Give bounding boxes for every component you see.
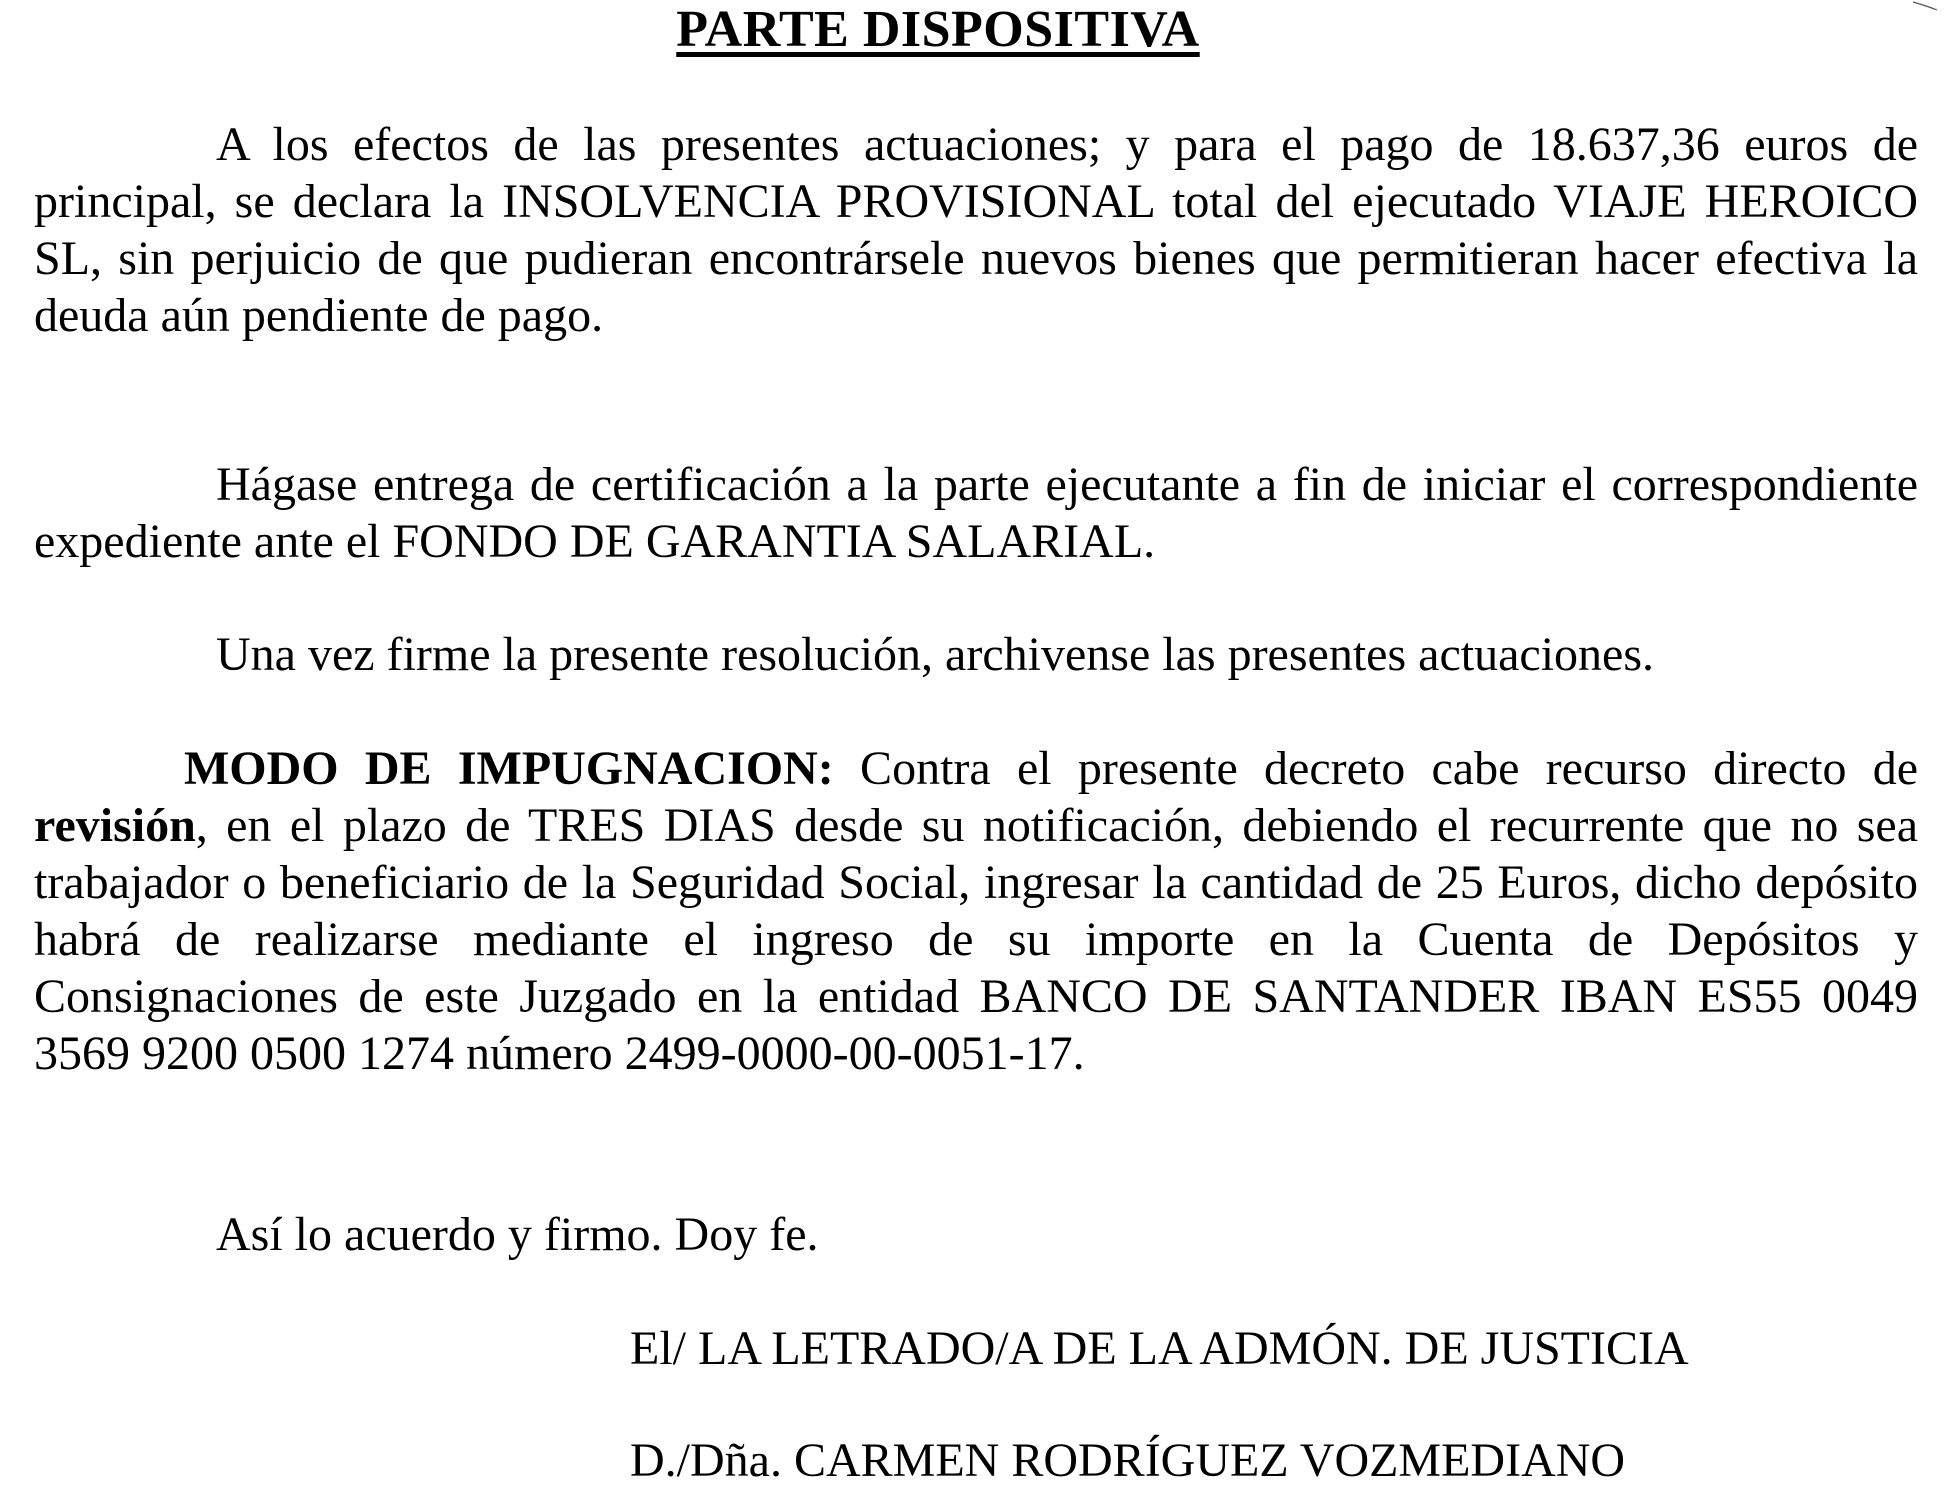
paragraph-impugnacion (34, 740, 1918, 1082)
signature-name: D./Dña. CARMEN RODRÍGUEZ VOZMEDIANO (630, 1434, 1626, 1487)
impugnacion-text-a: Contra el presente decreto cabe recurso directo de (833, 742, 1919, 795)
signature-role: El/ LA LETRADO/A DE LA ADMÓN. DE JUSTICIA (630, 1322, 1689, 1375)
impugnacion-bold-word: revisión (34, 799, 196, 852)
impugnacion-label: MODO DE IMPUGNACION: (184, 742, 834, 795)
impugnacion-text-b: , en el plazo de TRES DIAS desde su notificación, debiendo el recurrente que no sea trabajador o beneficiario de la Seguridad Social, ingresar la cantidad de 25 Euros, dicho depósito habrá de realizarse mediante el ingreso de su importe en la Cuenta de Depósitos y Consignaciones de este Juzgado en la entidad BANCO DE SANTANDER IBAN ES55 0049 3569 9200 0500 1274 número 2499-0000-00-0051-17. (34, 799, 1918, 1080)
document-title: PARTE DISPOSITIVA (676, 1, 1200, 58)
paragraph-certificacion: Hágase entrega de certificación a la parte ejecutante a fin de iniciar el correspondiente expediente ante el FONDO DE GARANTIA SALARIAL. (34, 458, 1918, 568)
closing-line: Así lo acuerdo y firmo. Doy fe. (216, 1208, 819, 1261)
paragraph-insolvencia: A los efectos de las presentes actuaciones; y para el pago de 18.637,36 euros de principal, se declara la INSOLVENCIA PROVISIONAL total del ejecutado VIAJE HEROICO SL, sin perjuicio de que pudieran encontrársele nuevos bienes que permitieran hacer efectiva la deuda aún pendiente de pago. (34, 118, 1918, 342)
paragraph-archivo: Una vez firme la presente resolución, archivense las presentes actuaciones. (216, 628, 1655, 681)
